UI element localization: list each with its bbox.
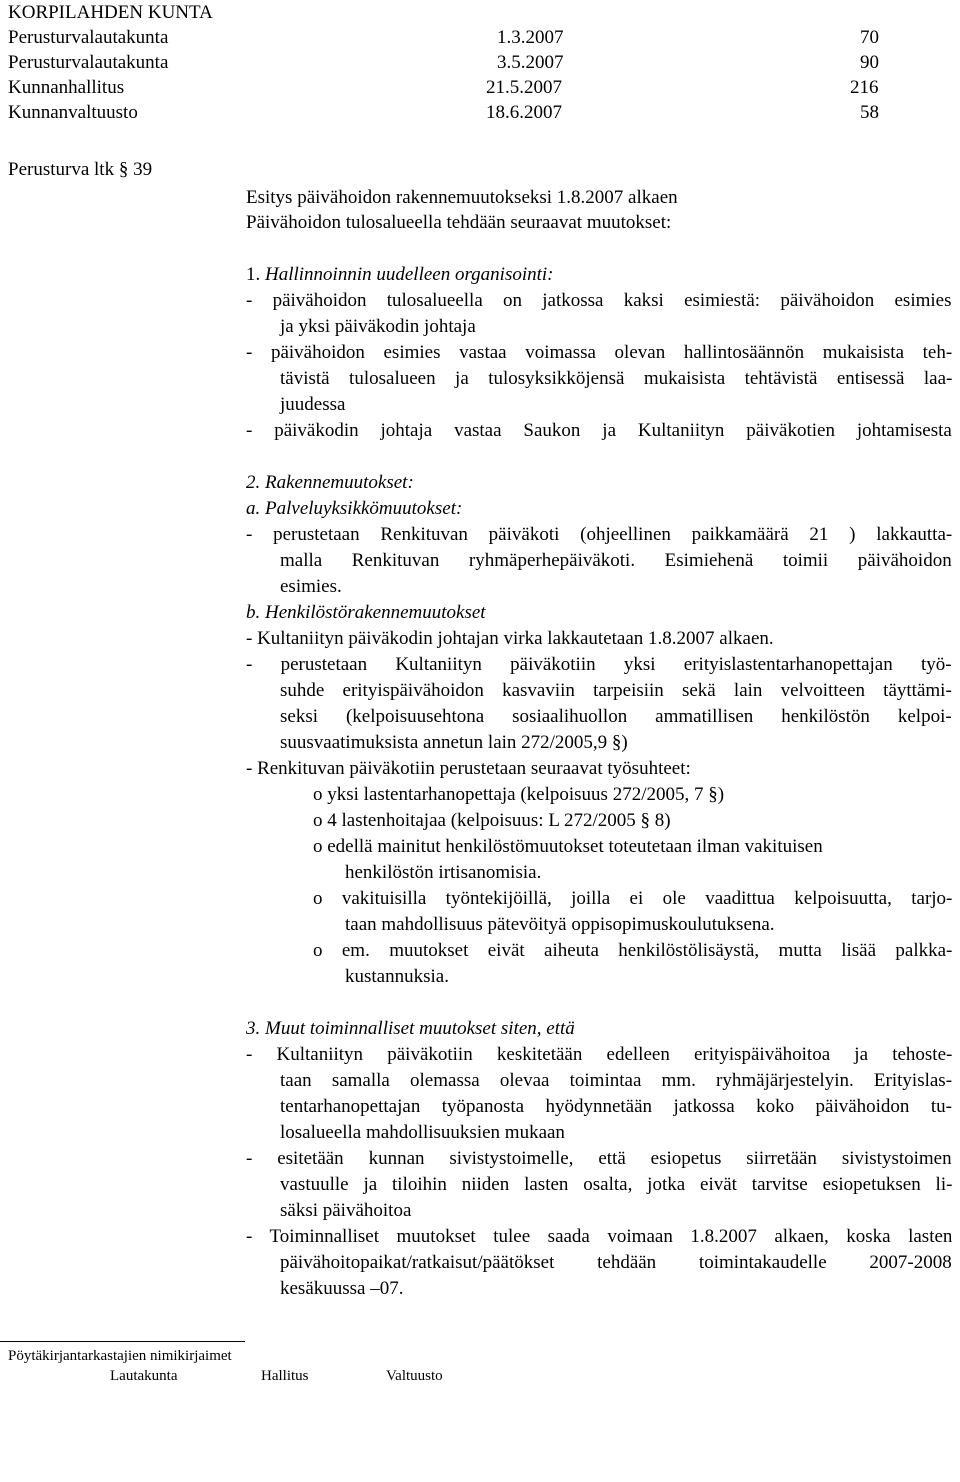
section-3-line: tentarhanopettajan työpanosta hyödynnetään jatkossa koko päivähoidon tu- [280, 1096, 952, 1117]
meeting-body: Kunnanhallitus [8, 77, 125, 98]
meeting-body: Kunnanvaltuusto [8, 102, 138, 123]
section-1-title: Hallinnoinnin uudelleen organisointi: [265, 264, 554, 285]
subsection-b-line: - Renkituvan päiväkotiin perustetaan seuraavat työsuhteet: [246, 758, 691, 779]
subsection-b-line: seksi (kelpoisuusehtona sosiaalihuollon ammatillisen henkilöstön kelpoi- [280, 706, 952, 727]
section-3-line: losalueella mahdollisuuksien mukaan [280, 1122, 565, 1143]
section-3-line: - esitetään kunnan sivistystoimelle, että esiopetus siirretään sivistystoimen [246, 1148, 952, 1169]
section-1-line: tävistä tulosalueen ja tulosyksikköjensä mukaisista tehtävistä entisessä laa- [280, 368, 953, 389]
meeting-date: 18.6.2007 [486, 102, 562, 123]
meeting-section: 58 [860, 102, 879, 123]
section-1-heading [246, 262, 554, 288]
sub-bullet-line: o 4 lastenhoitajaa (kelpoisuus: L 272/2005 § 8) [313, 810, 671, 831]
meeting-body: Perusturvalautakunta [8, 27, 169, 48]
sub-bullet-line: o yksi lastentarhanopettaja (kelpoisuus 272/2005, 7 §) [313, 784, 725, 805]
meeting-body: Perusturvalautakunta [8, 52, 169, 73]
section-1-line: - päivähoidon tulosalueella on jatkossa kaksi esimiestä: päivähoidon esimies [246, 290, 952, 311]
meeting-section: 90 [860, 52, 879, 73]
municipality-name: KORPILAHDEN KUNTA [8, 2, 213, 23]
section-reference: Perusturva ltk § 39 [8, 159, 153, 180]
subsection-b-heading: b. Henkilöstörakennemuutokset [246, 602, 486, 623]
section-3-line: päivähoitopaikat/ratkaisut/päätökset tehdään toimintakaudelle 2007-2008 [280, 1252, 952, 1273]
subsection-a-line: - perustetaan Renkituvan päiväkoti (ohjeellinen paikkamäärä 21 ) lakkautta- [246, 524, 953, 545]
meeting-date: 1.3.2007 [497, 27, 564, 48]
proposal-title: Esitys päivähoidon rakennemuutokseksi 1.8.2007 alkaen [246, 187, 678, 208]
meeting-section: 216 [850, 77, 879, 98]
subsection-b-line: - Kultaniityn päiväkodin johtajan virka lakkautetaan 1.8.2007 alkaen. [246, 628, 774, 649]
section-3-line: - Toiminnalliset muutokset tulee saada voimaan 1.8.2007 alkaen, koska lasten [246, 1226, 953, 1247]
sub-bullet-line: henkilöstön irtisanomisia. [345, 862, 542, 883]
meeting-section: 70 [860, 27, 879, 48]
sub-bullet-line: o em. muutokset eivät aiheuta henkilöstölisäystä, mutta lisää palkka- [313, 940, 953, 961]
sub-bullet-line: o vakituisilla työntekijöillä, joilla ei ole vaadittua kelpoisuutta, tarjo- [313, 888, 953, 909]
section-1-line: ja yksi päiväkodin johtaja [280, 316, 476, 337]
subsection-a-line: malla Renkituvan ryhmäperhepäiväkoti. Esimiehenä toimii päivähoidon [280, 550, 952, 571]
subsection-a-line: esimies. [280, 576, 342, 597]
section-1-line: - päiväkodin johtaja vastaa Saukon ja Kultaniityn päiväkotien johtamisesta [246, 420, 952, 441]
section-3-line: taan samalla olemassa olevaa toimintaa mm. ryhmäjärjestelyin. Erityislas- [280, 1070, 953, 1091]
section-1-number: 1. [246, 264, 261, 285]
meeting-date: 21.5.2007 [486, 77, 562, 98]
footer-label-hallitus: Hallitus [261, 1368, 309, 1384]
section-3-line: säksi päivähoitoa [280, 1200, 412, 1221]
section-1-line: juudessa [280, 394, 346, 415]
proposal-subtitle: Päivähoidon tulosalueella tehdään seuraavat muutokset: [246, 212, 672, 233]
subsection-b-line: suhde erityispäivähoidon kasvaviin tarpeisiin sekä lain velvoitteen täyttämi- [280, 680, 952, 701]
footer-label-valtuusto: Valtuusto [386, 1368, 443, 1384]
section-3-line: - Kultaniityn päiväkotiin keskitetään edelleen erityispäivähoitoa ja tehoste- [246, 1044, 953, 1065]
footer-label-lautakunta: Lautakunta [110, 1368, 178, 1384]
subsection-b-line: - perustetaan Kultaniityn päiväkotiin yksi erityislastentarhanopettajan työ- [246, 654, 952, 675]
section-2-heading: 2. Rakennemuutokset: [246, 472, 414, 493]
sub-bullet-line: taan mahdollisuus pätevöityä oppisopimuskoulutuksena. [345, 914, 775, 935]
sub-bullet-line: kustannuksia. [345, 966, 449, 987]
footer-divider [0, 1341, 245, 1342]
footer-title: Pöytäkirjantarkastajien nimikirjaimet [8, 1348, 232, 1364]
section-3-heading: 3. Muut toiminnalliset muutokset siten, että [246, 1018, 575, 1039]
meeting-date: 3.5.2007 [497, 52, 564, 73]
section-1-line: - päivähoidon esimies vastaa voimassa olevan hallintosäännön mukaisista teh- [246, 342, 953, 363]
subsection-b-line: suusvaatimuksista annetun lain 272/2005,9 §) [280, 732, 628, 753]
section-3-line: kesäkuussa –07. [280, 1278, 404, 1299]
subsection-a-heading: a. Palveluyksikkömuutokset: [246, 498, 463, 519]
sub-bullet-line: o edellä mainitut henkilöstömuutokset toteutetaan ilman vakituisen [313, 836, 823, 857]
section-3-line: vastuulle ja tiloihin niiden lasten osalta, jotka eivät tarvitse esiopetuksen li- [280, 1174, 953, 1195]
